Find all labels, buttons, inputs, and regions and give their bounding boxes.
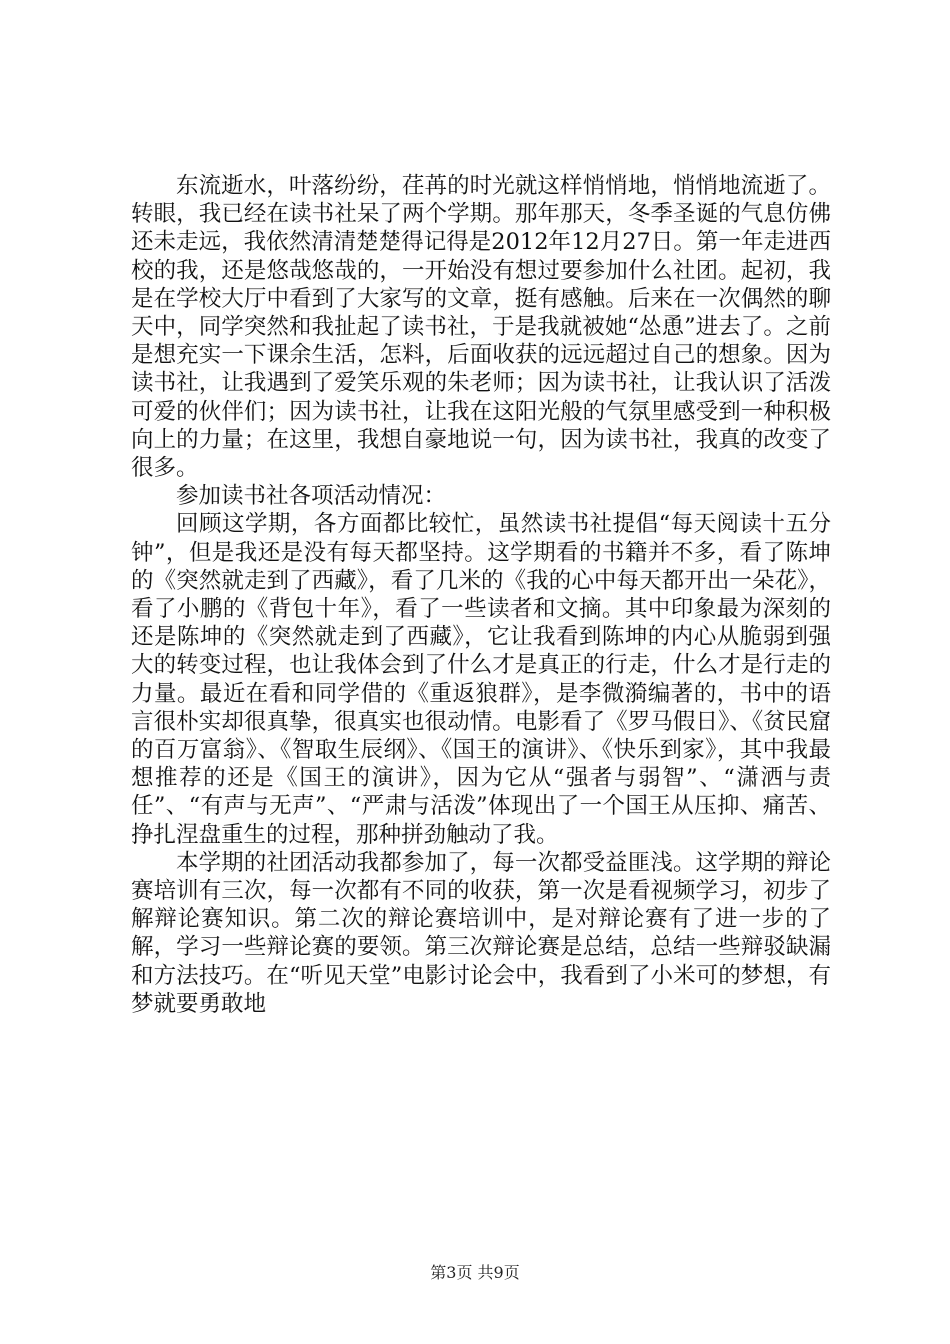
page-footer: 第3页 共9页 — [430, 1263, 520, 1282]
document-body — [131, 172, 831, 1018]
paragraph-1: 东流逝水，叶落纷纷，荏苒的时光就这样悄悄地，悄悄地流逝了。转眼，我已经在读书社呆了两个学期。那年那天，冬季圣诞的气息仿佛还未走远，我依然清清楚楚得记得是2012年12月27日。第一年走进西校的我，还是悠哉悠哉的，一开始没有想过要参加什么社团。起初，我是在学校大厅中看到了大家写的文章，挺有感触。后来在一次偶然的聊天中，同学突然和我扯起了读书社，于是我就被她“怂恿”进去了。之前是想充实一下课余生活，怎料，后面收获的远远超过自己的想象。因为读书社，让我遇到了爱笑乐观的朱老师；因为读书社，让我认识了活泼可爱的伙伴们；因为读书社，让我在这阳光般的气氛里感受到一种积极向上的力量；在这里，我想自豪地说一句，因为读书社，我真的改变了很多。 — [131, 173, 831, 482]
paragraph-2: 参加读书社各项活动情况： — [176, 483, 447, 510]
paragraph-3: 回顾这学期，各方面都比较忙，虽然读书社提倡“每天阅读十五分钟”，但是我还是没有每天都坚持。这学期看的书籍并不多，看了陈坤的《突然就走到了西藏》，看了几米的《我的心中每天都开出一朵花》，看了小鹏的《背包十年》，看了一些读者和文摘。其中印象最为深刻的还是陈坤的《突然就走到了西藏》，它让我看到陈坤的内心从脆弱到强大的转变过程，也让我体会到了什么才是真正的行走，什么才是行走的力量。最近在看和同学借的《重返狼群》，是李微漪编著的，书中的语言很朴实却很真挚，很真实也很动情。电影看了《罗马假日》、《贫民窟的百万富翁》、《智取生辰纲》、《国王的演讲》、《快乐到家》，其中我最想推荐的还是《国王的演讲》，因为它从“强者与弱智”、“潇洒与责任”、“有声与无声”、“严肃与活泼”体现出了一个国王从压抑、痛苦、挣扎涅盘重生的过程，那种拼劲触动了我。 — [131, 511, 831, 848]
paragraph-4: 本学期的社团活动我都参加了，每一次都受益匪浅。这学期的辩论赛培训有三次，每一次都有不同的收获，第一次是看视频学习，初步了解辩论赛知识。第二次的辩论赛培训中，是对辩论赛有了进一步的了解，学习一些辩论赛的要领。第三次辩论赛是总结，总结一些辩驳缺漏和方法技巧。在“听见天堂”电影讨论会中，我看到了小米可的梦想，有梦就要勇敢地 — [131, 849, 831, 1017]
